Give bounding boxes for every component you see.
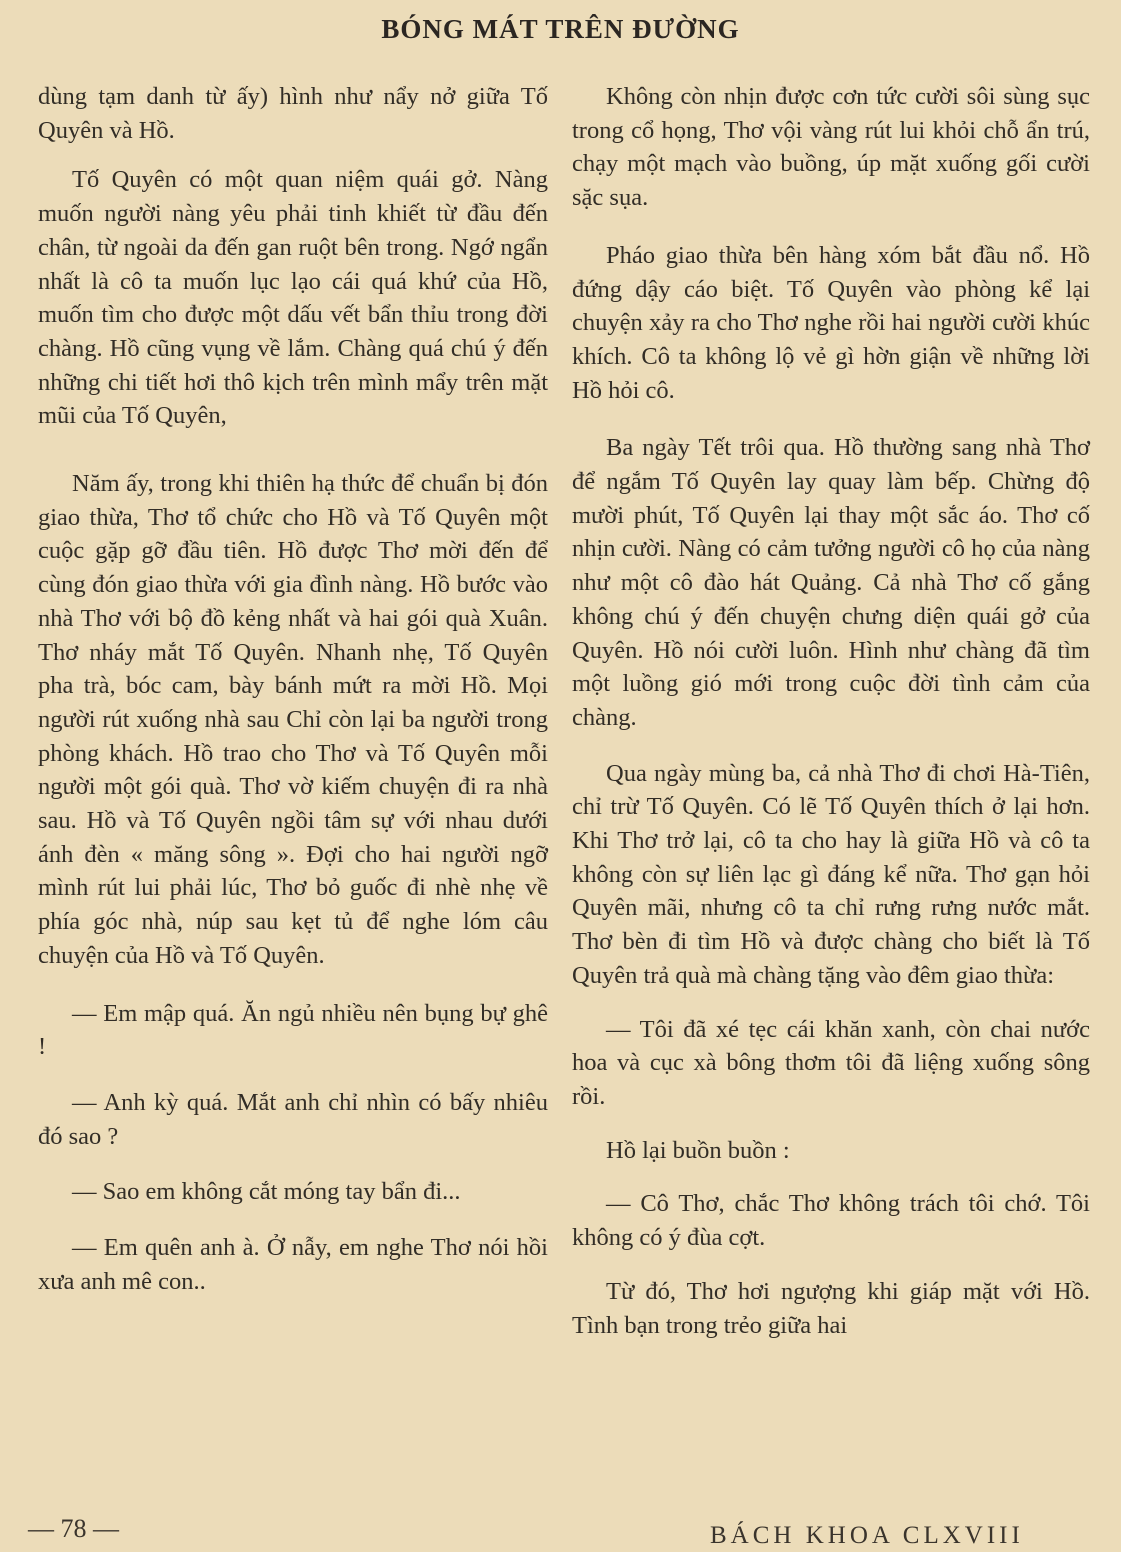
page-number: — 78 — (28, 1514, 119, 1543)
paragraph: Tố Quyên có một quan niệm quái gở. Nàng muốn người nàng yêu phải tinh khiết từ đầu đến chân, từ ngoài da đến gan ruột bên trong. Ngớ ngẩn nhất là cô ta muốn lục lạo cái quá khứ của Hồ, muốn tìm cho được một dấu vết bẩn thỉu trong đời chàng. Hồ cũng vụng về lắm. Chàng quá chú ý đến những chi tiết hơi thô kịch trên mình mẩy trên mặt mũi của Tố Quyên, (38, 166, 548, 430)
dialogue-line: — Cô Thơ, chắc Thơ không trách tôi chớ. Tôi không có ý đùa cợt. (572, 1190, 1090, 1252)
paragraph: Năm ấy, trong khi thiên hạ thức để chuẩn bị đón giao thừa, Thơ tổ chức cho Hồ và Tố Quyên một cuộc gặp gỡ đầu tiên. Hồ được Thơ mời đến để cùng đón giao thừa với gia đình nàng. Hồ bước vào nhà Thơ với bộ đồ kẻng nhất và hai gói quà Xuân. Thơ nháy mắt Tố Quyên. Nhanh nhẹ, Tố Quyên pha trà, bóc cam, bày bánh mứt ra mời Hồ. Mọi người rút xuống nhà sau Chỉ còn lại ba người trong phòng khách. Hồ trao cho Thơ và Tố Quyên mỗi người một gói quà. Thơ vờ kiếm chuyện đi ra nhà sau. Hồ và Tố Quyên ngồi tâm sự với nhau dưới ánh đèn « măng sông ». Đợi cho hai người ngỡ mình rút lui phải lúc, Thơ bỏ guốc đi nhè nhẹ về phía góc nhà, núp sau kẹt tủ để nghe lóm câu chuyện của Hồ và Tố Quyên. (38, 470, 548, 969)
dialogue-line: — Em quên anh à. Ở nẫy, em nghe Thơ nói hồi xưa anh mê con.. (38, 1234, 548, 1295)
paragraph: Qua ngày mùng ba, cả nhà Thơ đi chơi Hà-Tiên, chỉ trừ Tố Quyên. Có lẽ Tố Quyên thích ở lại hơn. Khi Thơ trở lại, cô ta cho hay là giữa Hồ và cô ta không còn sự liên lạc gì đáng kể nữa. Thơ gạn hỏi Quyên mãi, nhưng cô ta chỉ rưng rưng nước mắt. Thơ bèn đi tìm Hồ và được chàng cho biết là Tố Quyên trả quà mà chàng tặng vào đêm giao thừa: (572, 759, 1090, 989)
dialogue-line: — Tôi đã xé tẹc cái khăn xanh, còn chai nước hoa và cục xà bông thơm tôi đã liệng xuống sông rồi. (572, 1015, 1090, 1110)
paragraph: Ba ngày Tết trôi qua. Hồ thường sang nhà Thơ để ngắm Tố Quyên lay quay làm bếp. Chừng độ mười phút, Tố Quyên lại thay một sắc áo. Thơ cố nhịn cười. Nàng có cảm tưởng người cô họ của nàng như một cô đào hát Quảng. Cả nhà Thơ cố gắng không chú ý đến chuyện chưng diện quái gở của Quyên. Hồ nói cười luôn. Hình như chàng đã tìm một luồng gió mới trong cuộc đời tình cảm của chàng. (572, 434, 1090, 731)
paragraph: Pháo giao thừa bên hàng xóm bắt đầu nổ. Hồ đứng dậy cáo biệt. Tố Quyên vào phòng kể lại chuyện xảy ra cho Thơ nghe rồi hai người cười khúc khích. Cô ta không lộ vẻ gì hờn giận về những lời Hồ hỏi cô. (572, 241, 1090, 404)
left-column (38, 80, 548, 1315)
dialogue-line: — Em mập quá. Ăn ngủ nhiều nên bụng bự ghê ! (38, 999, 548, 1061)
journal-issue: BÁCH KHOA CLXVIII (710, 1522, 1024, 1549)
paragraph: dùng tạm danh từ ấy) hình như nẩy nở giữa Tố Quyên và Hồ. (38, 83, 548, 144)
running-title: BÓNG MÁT TRÊN ĐƯỜNG (381, 14, 740, 44)
paragraph: Từ đó, Thơ hơi ngượng khi giáp mặt với Hồ. Tình bạn trong trẻo giữa hai (572, 1277, 1090, 1339)
paragraph: Hồ lại buồn buồn : (606, 1136, 790, 1164)
dialogue-line: — Anh kỳ quá. Mắt anh chỉ nhìn có bấy nhiêu đó sao ? (38, 1088, 548, 1150)
paragraph: Không còn nhịn được cơn tức cười sôi sùng sục trong cổ họng, Thơ vội vàng rút lui khỏi chỗ ẩn trú, chạy một mạch vào buồng, úp mặt xuống gối cười sặc sụa. (572, 83, 1090, 212)
right-column (572, 80, 1090, 1358)
dialogue-line: — Sao em không cắt móng tay bẩn đi... (72, 1178, 461, 1206)
